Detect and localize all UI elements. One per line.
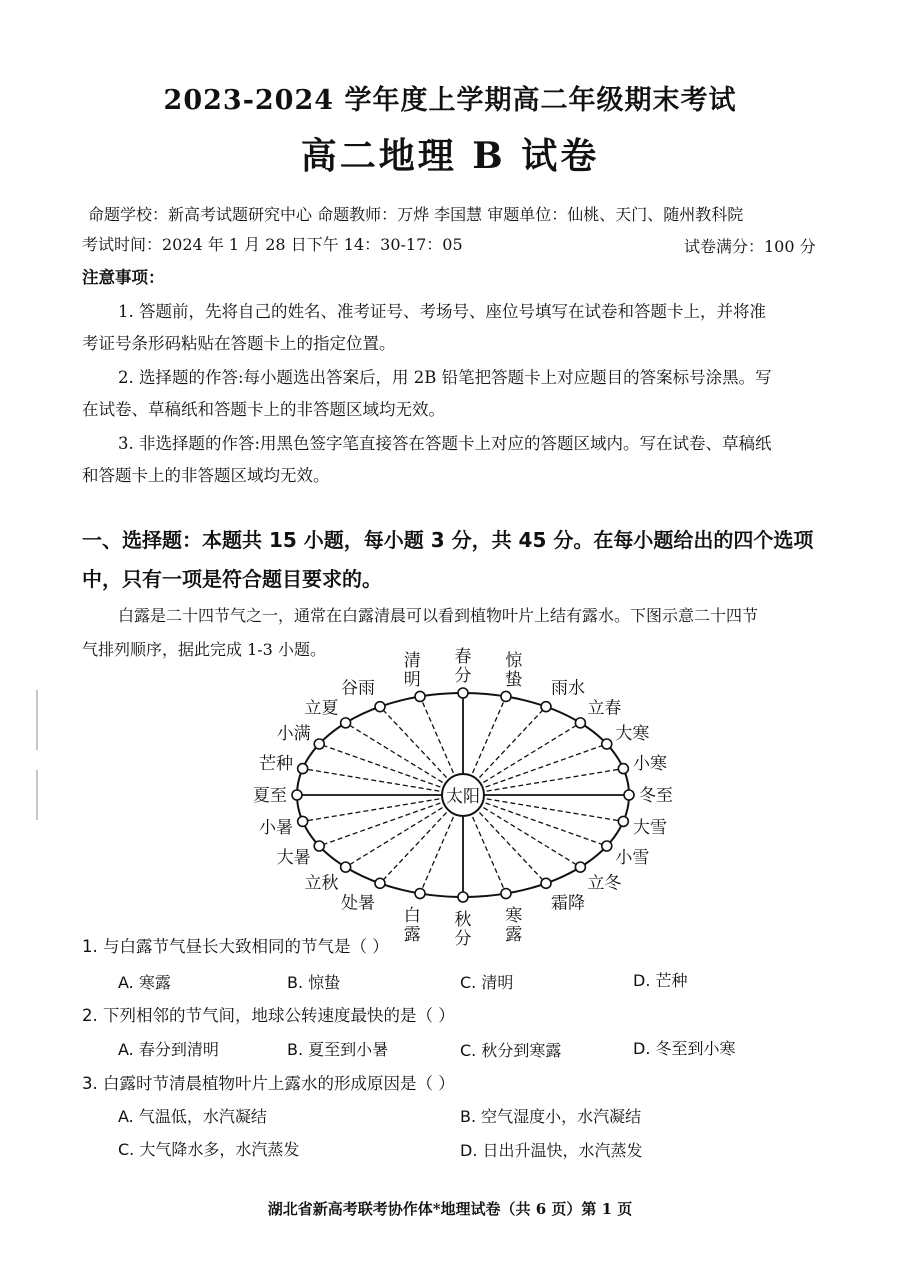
intro-line1: 白露是二十四节气之一，通常在白露清晨可以看到植物叶片上结有露水。下图示意二十四节	[118, 606, 759, 625]
q3-option-a: A. 气温低，水汽凝结	[118, 1107, 267, 1126]
q3-option-b: B. 空气湿度小，水汽凝结	[460, 1107, 642, 1126]
term-label-4: 立春	[587, 698, 622, 719]
note-1-line2: 考证号条形码粘贴在答题卡上的指定位置。	[82, 334, 396, 353]
term-label-1: 冬至	[639, 786, 673, 806]
spoke-14	[303, 795, 463, 821]
term-label-21: 霜降	[551, 893, 585, 914]
term-label-20: 寒露	[505, 906, 523, 946]
spoke-12	[303, 769, 463, 795]
paper-title: 高二地理 B 试卷	[300, 135, 600, 177]
term-node-21	[541, 878, 551, 888]
q1-option-d: D. 芒种	[633, 971, 688, 990]
term-label-19: 秋分	[454, 910, 472, 949]
term-node-22	[575, 862, 585, 872]
section-heading-line2: 中，只有一项是符合题目要求的。	[82, 567, 382, 591]
note-3-line1: 3. 非选择题的作答:用黑色签字笔直接答在答题卡上对应的答题区域内。写在试卷、草稿纸	[118, 434, 772, 453]
term-label-13: 夏至	[253, 786, 287, 806]
term-node-2	[618, 764, 628, 774]
spoke-24	[463, 795, 623, 821]
question-3: 3. 白露时节清晨植物叶片上露水的形成原因是（ ）	[82, 1074, 455, 1093]
term-label-11: 小满	[276, 724, 311, 744]
spoke-3	[463, 744, 607, 795]
term-label-5: 雨水	[551, 678, 585, 699]
full-score: 试卷满分：100 分	[684, 237, 816, 256]
term-node-23	[602, 841, 612, 851]
term-label-3: 大寒	[615, 724, 650, 744]
term-node-7	[458, 688, 468, 698]
term-label-7: 春分	[454, 647, 472, 686]
term-node-14	[298, 816, 308, 826]
q2-option-a: A. 春分到清明	[118, 1040, 219, 1059]
term-node-17	[375, 878, 385, 888]
term-label-6: 惊蛰	[505, 650, 523, 690]
term-label-15: 大暑	[276, 848, 311, 868]
spoke-11	[319, 744, 463, 795]
term-label-14: 小暑	[258, 818, 293, 839]
term-node-9	[375, 702, 385, 712]
term-node-5	[541, 702, 551, 712]
q3-option-d: D. 日出升温快，水汽蒸发	[460, 1141, 643, 1160]
term-node-20	[501, 889, 511, 899]
term-label-12: 芒种	[258, 753, 293, 774]
term-node-1	[624, 790, 634, 800]
note-1-line1: 1. 答题前，先将自己的姓名、准考证号、考场号、座位号填写在试卷和答题卡上，并将准	[118, 302, 766, 321]
author-info: 命题学校：新高考试题研究中心 命题教师：万烨 李国慧 审题单位：仙桃、天门、随州教科院	[88, 205, 744, 224]
term-node-10	[341, 718, 351, 728]
question-1: 1. 与白露节气昼长大致相同的节气是（ ）	[82, 937, 389, 956]
term-label-22: 立冬	[587, 873, 622, 894]
note-2-line1: 2. 选择题的作答:每小题选出答案后，用 2B 铅笔把答题卡上对应题目的答案标号涂黑。写	[118, 368, 772, 387]
exam-time: 考试时间：2024 年 1 月 28 日下午 14：30-17：05	[82, 235, 463, 254]
term-label-16: 立秋	[304, 873, 339, 894]
q2-option-c: C. 秋分到寒露	[460, 1041, 562, 1060]
term-label-8: 清明	[403, 650, 421, 690]
q3-option-c: C. 大气降水多，水汽蒸发	[118, 1140, 300, 1159]
q2-option-b: B. 夏至到小暑	[287, 1040, 389, 1059]
section-heading-line1: 一、选择题：本题共 15 小题，每小题 3 分，共 45 分。在每小题给出的四个选项	[82, 528, 814, 552]
term-node-6	[501, 691, 511, 701]
term-node-15	[314, 841, 324, 851]
term-label-24: 大雪	[633, 818, 668, 839]
sun-label: 太阳	[446, 787, 480, 807]
spoke-23	[463, 795, 607, 846]
term-node-19	[458, 892, 468, 902]
notes-heading: 注意事项：	[82, 268, 165, 287]
spoke-2	[463, 769, 623, 795]
term-label-2: 小寒	[633, 753, 668, 774]
spoke-15	[319, 795, 463, 846]
intro-line2: 气排列顺序，据此完成 1-3 小题。	[82, 640, 326, 659]
term-node-12	[298, 764, 308, 774]
q1-option-b: B. 惊蛰	[287, 973, 341, 992]
term-node-11	[314, 739, 324, 749]
term-node-18	[415, 889, 425, 899]
term-node-16	[341, 862, 351, 872]
q1-option-c: C. 清明	[460, 973, 514, 992]
term-label-18: 白露	[403, 906, 421, 946]
term-label-10: 立夏	[304, 698, 339, 719]
term-node-8	[415, 691, 425, 701]
note-3-line2: 和答题卡上的非答题区域均无效。	[82, 466, 330, 485]
term-node-4	[575, 718, 585, 728]
term-node-3	[602, 739, 612, 749]
note-2-line2: 在试卷、草稿纸和答题卡上的非答题区域均无效。	[82, 400, 445, 419]
question-2: 2. 下列相邻的节气间，地球公转速度最快的是（ ）	[82, 1006, 455, 1025]
exam-title: 2023-2024 学年度上学期高二年级期末考试	[163, 85, 737, 116]
term-node-13	[292, 790, 302, 800]
term-label-9: 谷雨	[341, 678, 375, 699]
term-label-17: 处暑	[341, 893, 375, 914]
term-label-23: 小雪	[615, 848, 650, 868]
q1-option-a: A. 寒露	[118, 973, 171, 992]
term-node-24	[618, 816, 628, 826]
page-footer: 湖北省新高考联考协作体*地理试卷（共 6 页）第 1 页	[267, 1200, 633, 1218]
q2-option-d: D. 冬至到小寒	[633, 1039, 736, 1058]
